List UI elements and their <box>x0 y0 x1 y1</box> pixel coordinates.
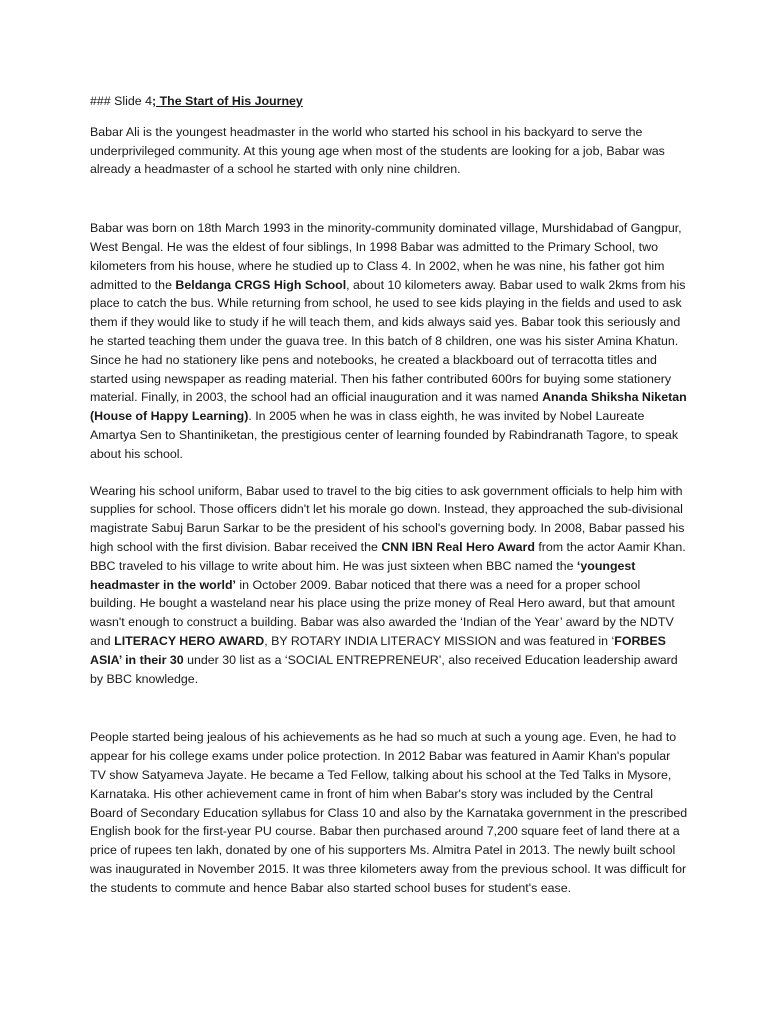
bold-literacy-hero: LITERACY HERO AWARD <box>114 633 265 648</box>
slide-heading <box>90 92 688 111</box>
paragraph-intro: Babar Ali is the youngest headmaster in the world who started his school in his backyard to serve the underprivileged community. At this young age when most of the students are looking for a job, Babar was already a headmaster of a school he started with only nine children. <box>90 124 665 177</box>
text-run: . In 2005 when he was in class eighth, he was invited by Nobel Laureate Amartya Sen to Shantiniketan, the prestigious center of learning founded by Rabindranath Tagore, to speak about his school. <box>90 409 679 461</box>
bold-award-cnn: CNN IBN Real Hero Award <box>381 539 535 554</box>
heading-prefix: ### Slide 4 <box>90 94 153 108</box>
text-run: from the actor Aamir Khan. BBC traveled to his village to write about him. He was just sixteen when BBC named the <box>90 539 686 573</box>
text-run: under 30 list as a ‘SOCIAL ENTREPRENEUR’, also received Education leadership award by BBC knowledge. <box>90 652 678 686</box>
paragraph-awards <box>90 482 688 689</box>
paragraph-early-life <box>90 219 688 463</box>
bold-school-title: Ananda Shiksha Niketan (House of Happy Learning) <box>90 390 687 424</box>
paragraph-later-achievements: People started being jealous of his achievements as he had so much at such a young age. Even, he had to appear for his college exams under police protection. In 2012 Babar was featured in Aamir Khan's popular TV show Satyameva Jayate. He became a Ted Fellow, talking about his school at the Ted Talks in Mysore, Karnataka. His other achievement came in front of him when Babar's story was included by the Central Board of Secondary Education syllabus for Class 10 and also by the Karnataka government in the prescribed English book for the first-year PU course. Babar then purchased around 7,200 square feet of land there at a price of rupees ten lakh, donated by one of his supporters Ms. Almitra Patel in 2013. The newly built school was inaugurated in November 2015. It was three kilometers away from the previous school. It was difficult for the students to commute and hence Babar also started school buses for student's ease. <box>90 730 688 895</box>
text-run: , about 10 kilometers away. Babar used to walk 2kms from his place to catch the bus. While returning from school, he used to see kids playing in the fields and used to ask them if they would like to study if he will teach them, and kids always said yes. Babar took this seriously and he started teaching them under the guava tree. In this batch of 8 children, one was his sister Amina Khatun. Since he had no stationery like pens and notebooks, he created a blackboard out of terracotta titles and started using newspaper as reading material. Then his father contributed 600rs for buying some stationery material. Finally, in 2003, the school had an official inauguration and it was named <box>90 277 686 405</box>
text-run: Babar was born on 18th March 1993 in the minority-community dominated village, Murshidabad of Gangpur, West Bengal. He was the eldest of four siblings, In 1998 Babar was admitted to the Primary School, two kilometers from his house, where he studied up to Class 4. In 2002, when he was nine, his father got him admitted to the <box>90 221 682 292</box>
text-run: Wearing his school uniform, Babar used to travel to the big cities to ask government officials to help him with supplies for school. Those officers didn't let his morale go down. Instead, they approached the sub-divisional magistrate Sabuj Barun Sarkar to be the president of his school's governing body. In 2008, Babar passed his high school with the first division. Babar received the <box>90 483 685 554</box>
text-run: in October 2009. Babar noticed that there was a need for a proper school building. He bought a wasteland near his place using the prize money of Real Hero award, but that amount wasn't enough to construct a building. Babar was also awarded the ‘Indian of the Year’ award by the NDTV and <box>90 577 675 648</box>
text-run: , BY ROTARY INDIA LITERACY MISSION and was featured in ‘ <box>264 633 615 648</box>
bold-school-name: Beldanga CRGS High School <box>175 277 347 292</box>
bold-forbes-asia: FORBES ASIA’ in their 30 <box>90 633 666 667</box>
heading-title: ; The Start of His Journey <box>152 94 303 108</box>
bold-youngest-headmaster: ‘youngest headmaster in the world’ <box>90 558 636 592</box>
